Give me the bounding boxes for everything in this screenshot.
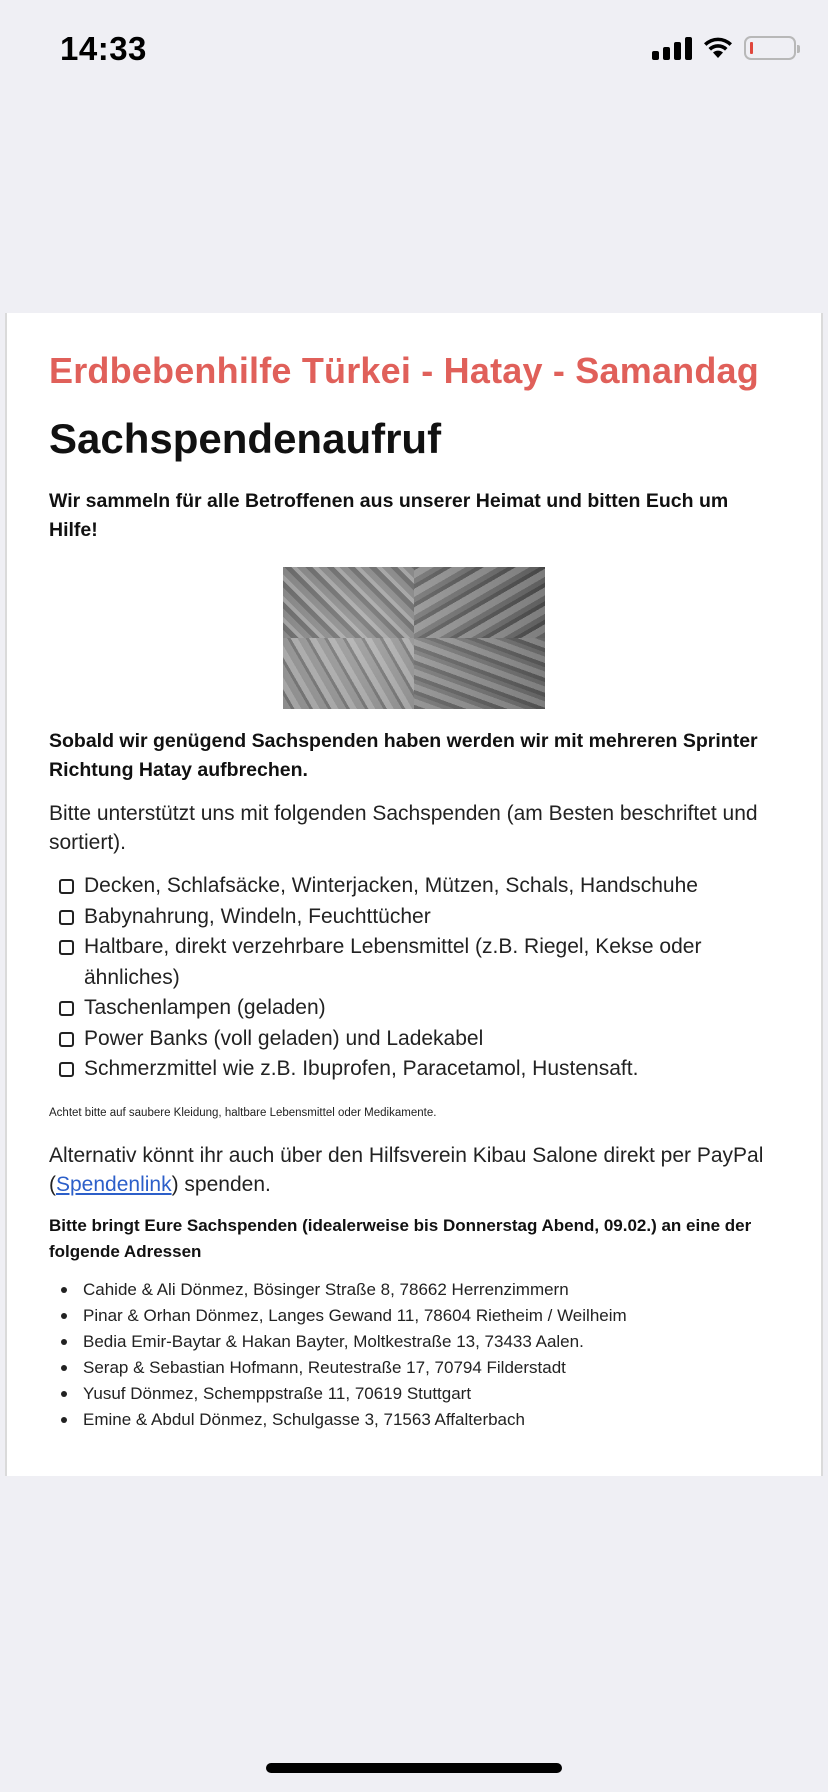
bullet-icon (61, 1417, 67, 1423)
sprinter-text: Sobald wir genügend Sachspenden haben werden wir mit mehreren Sprinter Richtung Hatay aufbrechen. (49, 730, 758, 781)
document-page (5, 313, 823, 1476)
address-text: Serap & Sebastian Hofmann, Reutestraße 17, 70794 Filderstadt (83, 1357, 566, 1377)
checkbox-icon (59, 1032, 74, 1047)
bring-instructions: Bitte bringt Eure Sachspenden (idealerweise bis Donnerstag Abend, 09.02.) an eine der folgende Adressen (49, 1215, 752, 1261)
intro-text: Wir sammeln für alle Betroffenen aus unserer Heimat und bitten Euch um Hilfe! (49, 490, 729, 541)
bullet-icon (61, 1365, 67, 1371)
collage-photo-4 (414, 638, 545, 709)
donation-link[interactable]: Spendenlink (56, 1172, 172, 1196)
bullet-icon (61, 1391, 67, 1397)
address-text: Pinar & Orhan Dönmez, Langes Gewand 11, 78604 Rietheim / Weilheim (83, 1305, 627, 1325)
checklist-item-label: Power Banks (voll geladen) und Ladekabel (84, 1026, 484, 1050)
donation-checklist (49, 871, 779, 1085)
checklist-item (49, 993, 779, 1024)
address-item (49, 1407, 779, 1433)
checklist-item (49, 1024, 779, 1055)
address-text: Bedia Emir-Baytar & Hakan Bayter, Moltkestraße 13, 73433 Aalen. (83, 1331, 584, 1351)
address-text: Yusuf Dönmez, Schemppstraße 11, 70619 Stuttgart (83, 1383, 472, 1403)
document-heading: Sachspendenaufruf (49, 415, 442, 462)
home-indicator[interactable] (266, 1763, 562, 1773)
checklist-item-label: Babynahrung, Windeln, Feuchttücher (84, 904, 431, 928)
status-bar (0, 0, 828, 100)
signal-icon (652, 36, 692, 60)
status-time: 14:33 (60, 30, 147, 67)
request-text: Bitte unterstützt uns mit folgenden Sachspenden (am Besten beschriftet und sortiert). (49, 802, 758, 854)
checklist-item (49, 932, 779, 993)
checklist-item-label: Taschenlampen (geladen) (84, 996, 326, 1019)
address-item (49, 1329, 779, 1355)
collage-photo-3 (283, 638, 414, 709)
earthquake-collage-image (283, 567, 545, 709)
address-item (49, 1303, 779, 1329)
address-item (49, 1277, 779, 1303)
bullet-icon (61, 1313, 67, 1319)
battery-icon (744, 36, 796, 60)
checklist-item-label: Schmerzmittel wie z.B. Ibuprofen, Paracetamol, Hustensaft. (84, 1057, 639, 1080)
address-text: Emine & Abdul Dönmez, Schulgasse 3, 71563 Affalterbach (83, 1409, 525, 1429)
checklist-item (49, 902, 779, 933)
collage-photo-1 (283, 567, 414, 638)
address-item (49, 1355, 779, 1381)
checkbox-icon (59, 879, 74, 894)
address-text: Cahide & Ali Dönmez, Bösinger Straße 8, 78662 Herrenzimmern (83, 1279, 569, 1299)
battery-level (750, 42, 753, 54)
address-item (49, 1381, 779, 1407)
checkbox-icon (59, 910, 74, 925)
collage-photo-2 (414, 567, 545, 638)
alternative-text-start: Alternativ könnt ihr auch über den Hilfsverein Kibau Salone direkt per PayPal ( (49, 1143, 764, 1196)
checkbox-icon (59, 1001, 74, 1016)
checkbox-icon (59, 940, 74, 955)
wifi-icon (702, 36, 734, 60)
checklist-item-label: Haltbare, direkt verzehrbare Lebensmittel (z.B. Riegel, Kekse oder ähnliches) (84, 935, 702, 989)
note-text: Achtet bitte auf saubere Kleidung, haltbare Lebensmittel oder Medikamente. (49, 1106, 437, 1119)
status-icons (652, 36, 796, 60)
address-list (49, 1277, 779, 1433)
document-title: Erdbebenhilfe Türkei - Hatay - Samandag (49, 350, 759, 391)
alternative-text-end: ) spenden. (171, 1172, 271, 1196)
bullet-icon (61, 1339, 67, 1345)
checklist-item (49, 871, 779, 902)
checkbox-icon (59, 1062, 74, 1077)
checklist-item (49, 1054, 779, 1085)
checklist-item-label: Decken, Schlafsäcke, Winterjacken, Mützen, Schals, Handschuhe (84, 874, 698, 897)
alternative-text (49, 1141, 779, 1199)
bullet-icon (61, 1287, 67, 1293)
